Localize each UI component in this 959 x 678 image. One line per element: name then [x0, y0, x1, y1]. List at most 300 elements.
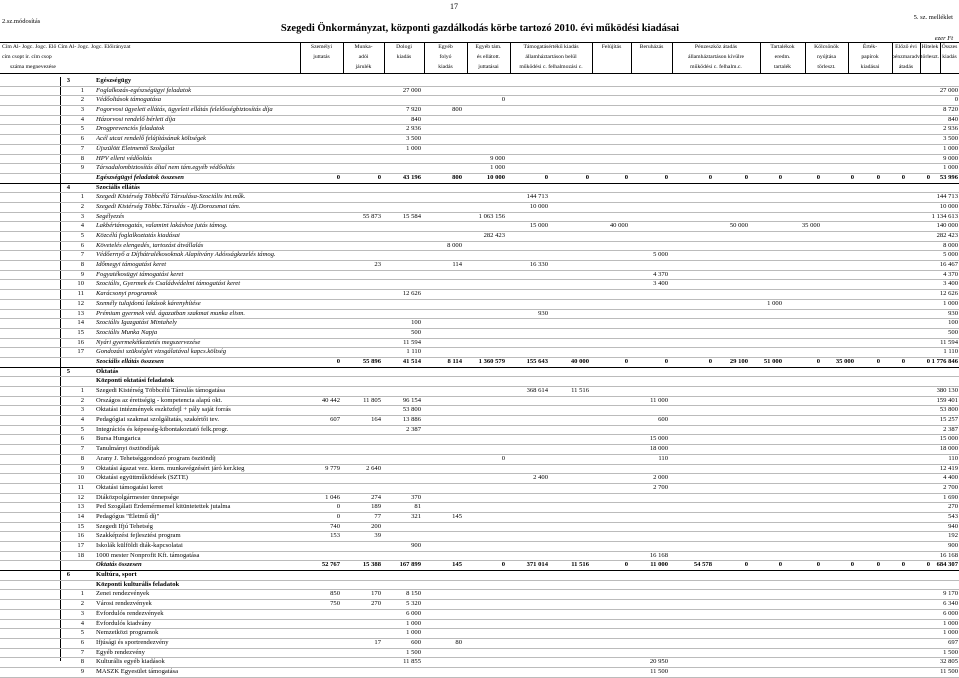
header-col-divider: [343, 43, 344, 73]
table-cell: 5 320: [406, 600, 421, 608]
table-cell: 1 000: [943, 619, 958, 627]
header-bottom-rule: [0, 73, 959, 74]
total-row: [0, 561, 959, 571]
header-col-7-r1: Beruházás: [639, 44, 664, 50]
row-number: 3: [80, 406, 84, 414]
table-cell: 930: [538, 309, 548, 317]
table-cell: 53 800: [402, 406, 421, 414]
table-cell: 11 500: [650, 667, 668, 675]
table-cell: 0: [585, 173, 589, 181]
table-cell: 1 690: [943, 493, 958, 501]
table-cell: 6 340: [943, 600, 958, 608]
header-col-9-r3: tartalék: [773, 64, 792, 70]
page-number: 17: [450, 2, 458, 11]
table-cell: 16 168: [649, 551, 668, 559]
table-cell: 1 776 846: [931, 357, 958, 365]
row-number: 3: [80, 609, 84, 617]
row-label: Ifjúsági és sportrendezvény: [96, 638, 169, 646]
table-row: [0, 222, 959, 232]
row-label: Oktatási együttműködések (SZTE): [96, 474, 188, 482]
table-cell: 100: [411, 319, 421, 327]
table-cell: 1 046: [325, 493, 340, 501]
row-label: Szociális ellátás: [96, 183, 140, 191]
header-col-0-r1: Személyi: [310, 44, 333, 50]
table-cell: 543: [948, 512, 958, 520]
table-cell: 0: [336, 503, 340, 511]
row-label: Lakbértámogatás, valamint lakáshoz jutás támog.: [96, 222, 228, 230]
table-cell: 1 000: [406, 629, 421, 637]
table-cell: 4 370: [653, 270, 668, 278]
header-col-divider: [384, 43, 385, 73]
row-label: Egészségügyi feladatok összesen: [96, 173, 184, 181]
table-row: [0, 145, 959, 155]
table-cell: 850: [330, 590, 340, 598]
row-label: Nyári gyermekétkeztetés megszervezése: [96, 338, 201, 346]
table-cell: 0: [501, 454, 505, 462]
header-col-10-r2: nyújtása: [817, 54, 836, 60]
table-cell: 840: [948, 115, 958, 123]
table-cell: 4 370: [943, 270, 958, 278]
table-cell: 10 000: [529, 202, 548, 210]
row-label: Szociális Igazgatási Mintahely: [96, 319, 177, 327]
table-row: [0, 329, 959, 339]
row-number: 12: [77, 493, 84, 501]
table-cell: 16 330: [529, 261, 548, 269]
table-cell: 5 000: [943, 251, 958, 259]
table-row: [0, 164, 959, 174]
row-label: Szegedi Ifjú Tehetség: [96, 522, 153, 530]
section-number: 4: [66, 183, 70, 191]
table-cell: 114: [452, 261, 462, 269]
table-cell: 51 000: [763, 357, 782, 365]
row-label: Követelés elengedés, tartozást átvállalás: [96, 241, 204, 249]
table-row: [0, 532, 959, 542]
table-row: [0, 445, 959, 455]
row-number: 13: [77, 309, 84, 317]
row-label: Bursa Hungarica: [96, 435, 141, 443]
header-left-row1: Cím Al- Jogc. Jogc. Elő Cím Al- Jogc. Jogc. Előirányzat: [2, 44, 131, 50]
table-row: [0, 213, 959, 223]
row-label: Szociális, Gyermek és Családvédelmi támogatási keret: [96, 280, 241, 288]
row-number: 2: [80, 600, 84, 608]
section-number: 6: [66, 571, 70, 579]
row-number: 4: [80, 619, 84, 627]
table-cell: 800: [452, 173, 462, 181]
row-label: Védőernyő a Díjhátralékosoknak Alapítvány Adósságkezelés támog.: [96, 251, 276, 259]
header-col-divider: [760, 43, 761, 73]
header-col-11-r1: Érték-: [862, 44, 878, 50]
table-cell: 2 400: [533, 474, 548, 482]
table-cell: 153: [330, 532, 340, 540]
table-cell: 15 000: [529, 222, 548, 230]
header-col-10-r3: törleszt.: [817, 64, 836, 70]
table-cell: 11 594: [403, 338, 421, 346]
table-row: [0, 610, 959, 620]
row-label: Társadalombiztosítás által nem tám.egyéb védőoltás: [96, 164, 235, 172]
row-number: 17: [77, 542, 84, 549]
row-number: 12: [77, 299, 84, 307]
row-label: Egészségügy: [96, 77, 132, 84]
header-left-row3: száma megnevezése: [10, 64, 56, 70]
table-cell: 274: [371, 493, 381, 501]
table-cell: 15 000: [939, 435, 958, 443]
row-label: Időmegyi támogatási keret: [96, 261, 167, 269]
table-row: [0, 348, 959, 358]
row-number: 8: [80, 261, 84, 269]
table-row: [0, 290, 959, 300]
header-col-divider: [892, 43, 893, 73]
table-cell: 0: [336, 357, 340, 365]
table-cell: 27 000: [402, 86, 421, 94]
table-cell: 7 920: [406, 106, 421, 114]
table-cell: 40 000: [609, 222, 628, 230]
table-cell: 189: [371, 503, 381, 511]
table-cell: 1 360 579: [478, 357, 505, 365]
row-number: 11: [77, 290, 84, 298]
table-cell: 9 779: [325, 464, 340, 472]
row-number: 15: [77, 522, 84, 530]
header-col-12-r3: átadás: [898, 64, 914, 70]
table-cell: 8 720: [943, 106, 958, 114]
header-col-6-r1: Felújítás: [601, 44, 622, 50]
table-cell: 2 387: [943, 425, 958, 433]
table-cell: 0: [336, 512, 340, 520]
table-cell: 2 640: [366, 464, 381, 472]
row-label: MASZK Egyesület támogatása: [96, 667, 179, 675]
row-label: Oktatási támogatási keret: [96, 483, 164, 491]
row-number: 13: [77, 503, 84, 511]
table-cell: 0: [954, 96, 958, 104]
total-row: [0, 174, 959, 184]
row-label: Szegedi Kistérség Többcélú Társulás támogatása: [96, 387, 226, 394]
table-row: [0, 542, 959, 552]
table-cell: 15 257: [939, 416, 958, 424]
table-cell: 0: [664, 357, 668, 365]
table-row: [0, 600, 959, 610]
table-cell: 0: [850, 173, 854, 181]
table-cell: 0: [850, 561, 854, 569]
header-col-divider: [940, 43, 941, 73]
table-cell: 1 500: [406, 648, 421, 656]
table-row: [0, 271, 959, 281]
header-col-5-r1: Támogatásértékű kiadás: [523, 44, 579, 50]
header-col-divider: [848, 43, 849, 73]
table-cell: 164: [371, 416, 381, 424]
header-col-11-r3: kiadásai: [860, 64, 880, 70]
row-number: 7: [80, 648, 84, 656]
table-cell: 15 388: [362, 561, 381, 569]
table-cell: 9 000: [490, 154, 505, 162]
row-label: Iskolák külföldi diák-kapcsolatai: [96, 542, 183, 549]
table-cell: 2 936: [943, 125, 958, 133]
row-label: Oktatási intézmények eszközfejl + pály saját forrás: [96, 406, 231, 414]
row-number: 17: [77, 348, 84, 356]
table-cell: 0: [501, 561, 505, 569]
table-cell: 41 514: [402, 357, 421, 365]
row-label: Szociális ellátás összesen: [96, 357, 164, 365]
row-label: Közcélú foglalkoztatás kiadásai: [96, 232, 180, 239]
header-col-8-r3: működési c. felhalm.c.: [690, 64, 742, 70]
table-cell: 684 307: [936, 561, 958, 569]
row-label: Évfordulós rendezvények: [96, 609, 164, 617]
section-row: [0, 77, 959, 87]
table-row: [0, 435, 959, 445]
page-title: Szegedi Önkormányzat, központi gazdálkodás körbe tartozó 2010. évi működési kiadásai: [280, 23, 680, 34]
table-cell: 0: [708, 357, 712, 365]
table-cell: 110: [658, 454, 668, 462]
table-row: [0, 484, 959, 494]
header-col-4-r2: és ellátott.: [476, 54, 501, 60]
header-col-divider: [467, 43, 468, 73]
section-row: [0, 571, 959, 581]
row-label: Újszülött Életmentő Szolgálat: [96, 144, 175, 152]
table-row: [0, 494, 959, 504]
table-cell: 6 000: [406, 609, 421, 617]
table-cell: 0: [744, 173, 748, 181]
total-row: [0, 358, 959, 368]
table-cell: 270: [371, 600, 381, 608]
row-label: Szakképzési fejlesztési program: [96, 532, 181, 540]
row-label: Segélyezés: [96, 212, 125, 220]
table-row: [0, 426, 959, 436]
table-cell: 16 467: [939, 261, 958, 269]
table-row: [0, 629, 959, 639]
table-cell: 2 000: [653, 474, 668, 482]
row-label: Fogorvosi ügyeleti ellátás, ügyeleti ellátás felelősségbiztosítás díja: [96, 106, 273, 114]
row-number: 11: [77, 483, 84, 491]
table-cell: 8 000: [943, 241, 958, 249]
header-col-14-r2: kiadás: [942, 54, 957, 60]
row-number: 1: [80, 387, 84, 394]
table-cell: 9 170: [943, 590, 958, 598]
row-label: Oktatási ágazat vez. kiem. munkavégzésért járó ker.kieg: [96, 464, 245, 472]
table-cell: 282 423: [483, 232, 505, 239]
table-cell: 0: [336, 173, 340, 181]
header-col-3-r2: folyó: [439, 54, 452, 60]
table-cell: 3 400: [653, 280, 668, 288]
row-label: Kulturális egyéb kiadások: [96, 658, 165, 666]
row-number: 10: [77, 474, 84, 482]
table-cell: 3 400: [943, 280, 958, 288]
doc-ref: 2.sz.módosítás: [2, 18, 41, 25]
row-label: Karácsonyi programok: [96, 290, 158, 298]
row-number: 7: [80, 144, 84, 152]
row-label: Városi rendezvények: [96, 600, 152, 608]
table-row: [0, 203, 959, 213]
row-number: 4: [80, 222, 84, 230]
table-cell: 2 700: [653, 483, 668, 491]
row-number: 15: [77, 328, 84, 336]
table-row: [0, 310, 959, 320]
row-label: Arany J. Tehetséggondozó program ösztöndíj: [96, 454, 216, 462]
table-cell: 0: [926, 173, 930, 181]
row-label: Szociális Munka Napja: [96, 328, 158, 336]
header-col-divider: [920, 43, 921, 73]
row-number: 6: [80, 241, 84, 249]
table-cell: 0: [624, 173, 628, 181]
header-col-11-r2: papírok: [861, 54, 879, 60]
table-cell: 192: [948, 532, 958, 540]
table-cell: 0: [876, 357, 880, 365]
header-col-divider: [805, 43, 806, 73]
table-cell: 15 000: [649, 435, 668, 443]
table-cell: 1 000: [406, 619, 421, 627]
row-label: Diáközpolgármester ünnepsége: [96, 493, 179, 501]
table-cell: 370: [411, 493, 421, 501]
table-row: [0, 465, 959, 475]
table-cell: 80: [455, 638, 462, 646]
row-label: Oktatás: [96, 367, 119, 375]
table-cell: 11 516: [571, 561, 589, 569]
row-label: Nemzetközi programok: [96, 629, 159, 637]
table-cell: 43 196: [402, 173, 421, 181]
table-cell: 0: [816, 173, 820, 181]
table-row: [0, 639, 959, 649]
table-cell: 0: [744, 561, 748, 569]
table-cell: 750: [330, 600, 340, 608]
table-row: [0, 193, 959, 203]
row-label: Központi oktatási feladatok: [96, 377, 175, 385]
table-cell: 23: [374, 261, 381, 269]
table-row: [0, 261, 959, 271]
header-left-row2: cím csopt ir. cím csop: [2, 54, 52, 60]
table-cell: 1 000: [943, 144, 958, 152]
table-cell: 50 000: [729, 222, 748, 230]
table-cell: 10 000: [939, 202, 958, 210]
header-col-divider: [300, 43, 301, 73]
table-row: [0, 406, 959, 416]
table-row: [0, 474, 959, 484]
header-col-13-r1: Hitelek: [921, 44, 939, 50]
header-col-9-r1: Tartalékok: [770, 44, 795, 50]
row-label: Gondozási szükséglet vizsgálatával kapcs.költség: [96, 348, 227, 356]
table-cell: 0: [544, 173, 548, 181]
table-cell: 55 873: [362, 212, 381, 220]
table-cell: 40 442: [321, 396, 340, 404]
table-cell: 11 516: [571, 387, 589, 394]
row-label: Integrációs és képesség-kibontakoztató felk.progr.: [96, 425, 229, 433]
table-row: [0, 523, 959, 533]
table-cell: 81: [414, 503, 421, 511]
row-number: 10: [77, 280, 84, 288]
subsection-row: [0, 377, 959, 387]
table-row: [0, 251, 959, 261]
row-label: Szegedi Kistérség Többcélú Társulása-Szociális int.műk.: [96, 193, 246, 201]
table-header: [0, 43, 959, 73]
table-cell: 371 014: [526, 561, 548, 569]
table-cell: 900: [948, 542, 958, 549]
table-cell: 20 950: [649, 658, 668, 666]
row-label: Egyéb rendezvény: [96, 648, 145, 656]
annex-label: 5. sz. melléklet: [913, 14, 953, 21]
table-cell: 0: [876, 173, 880, 181]
table-cell: 0: [624, 357, 628, 365]
header-col-1-r2: adói: [358, 54, 369, 60]
table-cell: 900: [411, 542, 421, 549]
table-cell: 0: [377, 173, 381, 181]
row-number: 7: [80, 251, 84, 259]
row-label: Pedagógiai szakmai szolgáltatás, szakértői tev.: [96, 416, 219, 424]
table-row: [0, 590, 959, 600]
table-cell: 55 896: [362, 357, 381, 365]
table-cell: 140 000: [936, 222, 958, 230]
table-cell: 110: [948, 454, 958, 462]
table-cell: 27 000: [939, 86, 958, 94]
table-cell: 18 000: [649, 445, 668, 453]
table-cell: 145: [452, 512, 462, 520]
table-cell: 500: [948, 328, 958, 336]
row-label: Személy tulajdonú lakások kárenyhítése: [96, 299, 201, 307]
table-row: [0, 319, 959, 329]
table-row: [0, 280, 959, 290]
table-cell: 1 500: [943, 648, 958, 656]
row-label: Ped Szogálati Érdemérmemel kitüntetettek jutalma: [96, 503, 231, 511]
table-cell: 8 114: [447, 357, 462, 365]
table-cell: 11 000: [650, 396, 668, 404]
table-cell: 17: [374, 638, 381, 646]
header-col-8-r2: államháztartáson kívülre: [687, 54, 745, 60]
table-row: [0, 116, 959, 126]
row-number: 6: [80, 135, 84, 143]
table-cell: 740: [330, 522, 340, 530]
table-cell: 53 800: [939, 406, 958, 414]
row-label: Kultúra, sport: [96, 571, 137, 579]
row-number: 14: [77, 319, 84, 327]
row-label: Fogyatékosügyi támogatási keret: [96, 270, 184, 278]
table-row: [0, 155, 959, 165]
row-label: Tanulmányi ösztöndíjak: [96, 445, 160, 453]
table-cell: 32 805: [939, 658, 958, 666]
row-number: 1: [80, 86, 84, 94]
table-cell: 3 500: [406, 135, 421, 143]
header-col-4-r3: juttatásai: [478, 64, 499, 70]
table-cell: 0: [816, 357, 820, 365]
row-number: 18: [77, 551, 84, 559]
table-row: [0, 106, 959, 116]
table-cell: 607: [330, 416, 340, 424]
table-cell: 840: [411, 115, 421, 123]
row-number: 6: [80, 435, 84, 443]
table-cell: 500: [411, 328, 421, 336]
row-label: Acél utcai rendelő felújításának költségek: [96, 135, 206, 143]
table-cell: 144 713: [936, 193, 958, 201]
row-label: Oktatás összesen: [96, 561, 142, 569]
table-cell: 16 168: [939, 551, 958, 559]
header-col-5-r3: működési c. felhalmozási c.: [519, 64, 583, 70]
header-col-0-r2: juttatás: [313, 54, 330, 60]
table-cell: 40 000: [570, 357, 589, 365]
table-cell: 0: [901, 357, 905, 365]
row-number: 5: [80, 232, 84, 239]
table-cell: 35 000: [801, 222, 820, 230]
row-label: Pedagógus "Életmű díj": [96, 512, 160, 520]
table-cell: 600: [658, 416, 668, 424]
row-label: Házorvosi rendelő bérleti díja: [96, 115, 176, 123]
table-cell: 13 886: [402, 416, 421, 424]
table-cell: 12 419: [939, 464, 958, 472]
row-label: Védőoltások támogatása: [96, 96, 162, 104]
header-col-3-r1: Egyéb: [438, 44, 453, 50]
table-row: [0, 416, 959, 426]
table-cell: 270: [948, 503, 958, 511]
table-cell: 10 000: [486, 173, 505, 181]
table-cell: 2 936: [406, 125, 421, 133]
header-col-divider: [672, 43, 673, 73]
table-cell: 155 643: [526, 357, 548, 365]
header-col-12-r2: pénzmaradv.: [892, 54, 921, 60]
table-row: [0, 668, 959, 678]
section-number: 3: [66, 77, 70, 84]
